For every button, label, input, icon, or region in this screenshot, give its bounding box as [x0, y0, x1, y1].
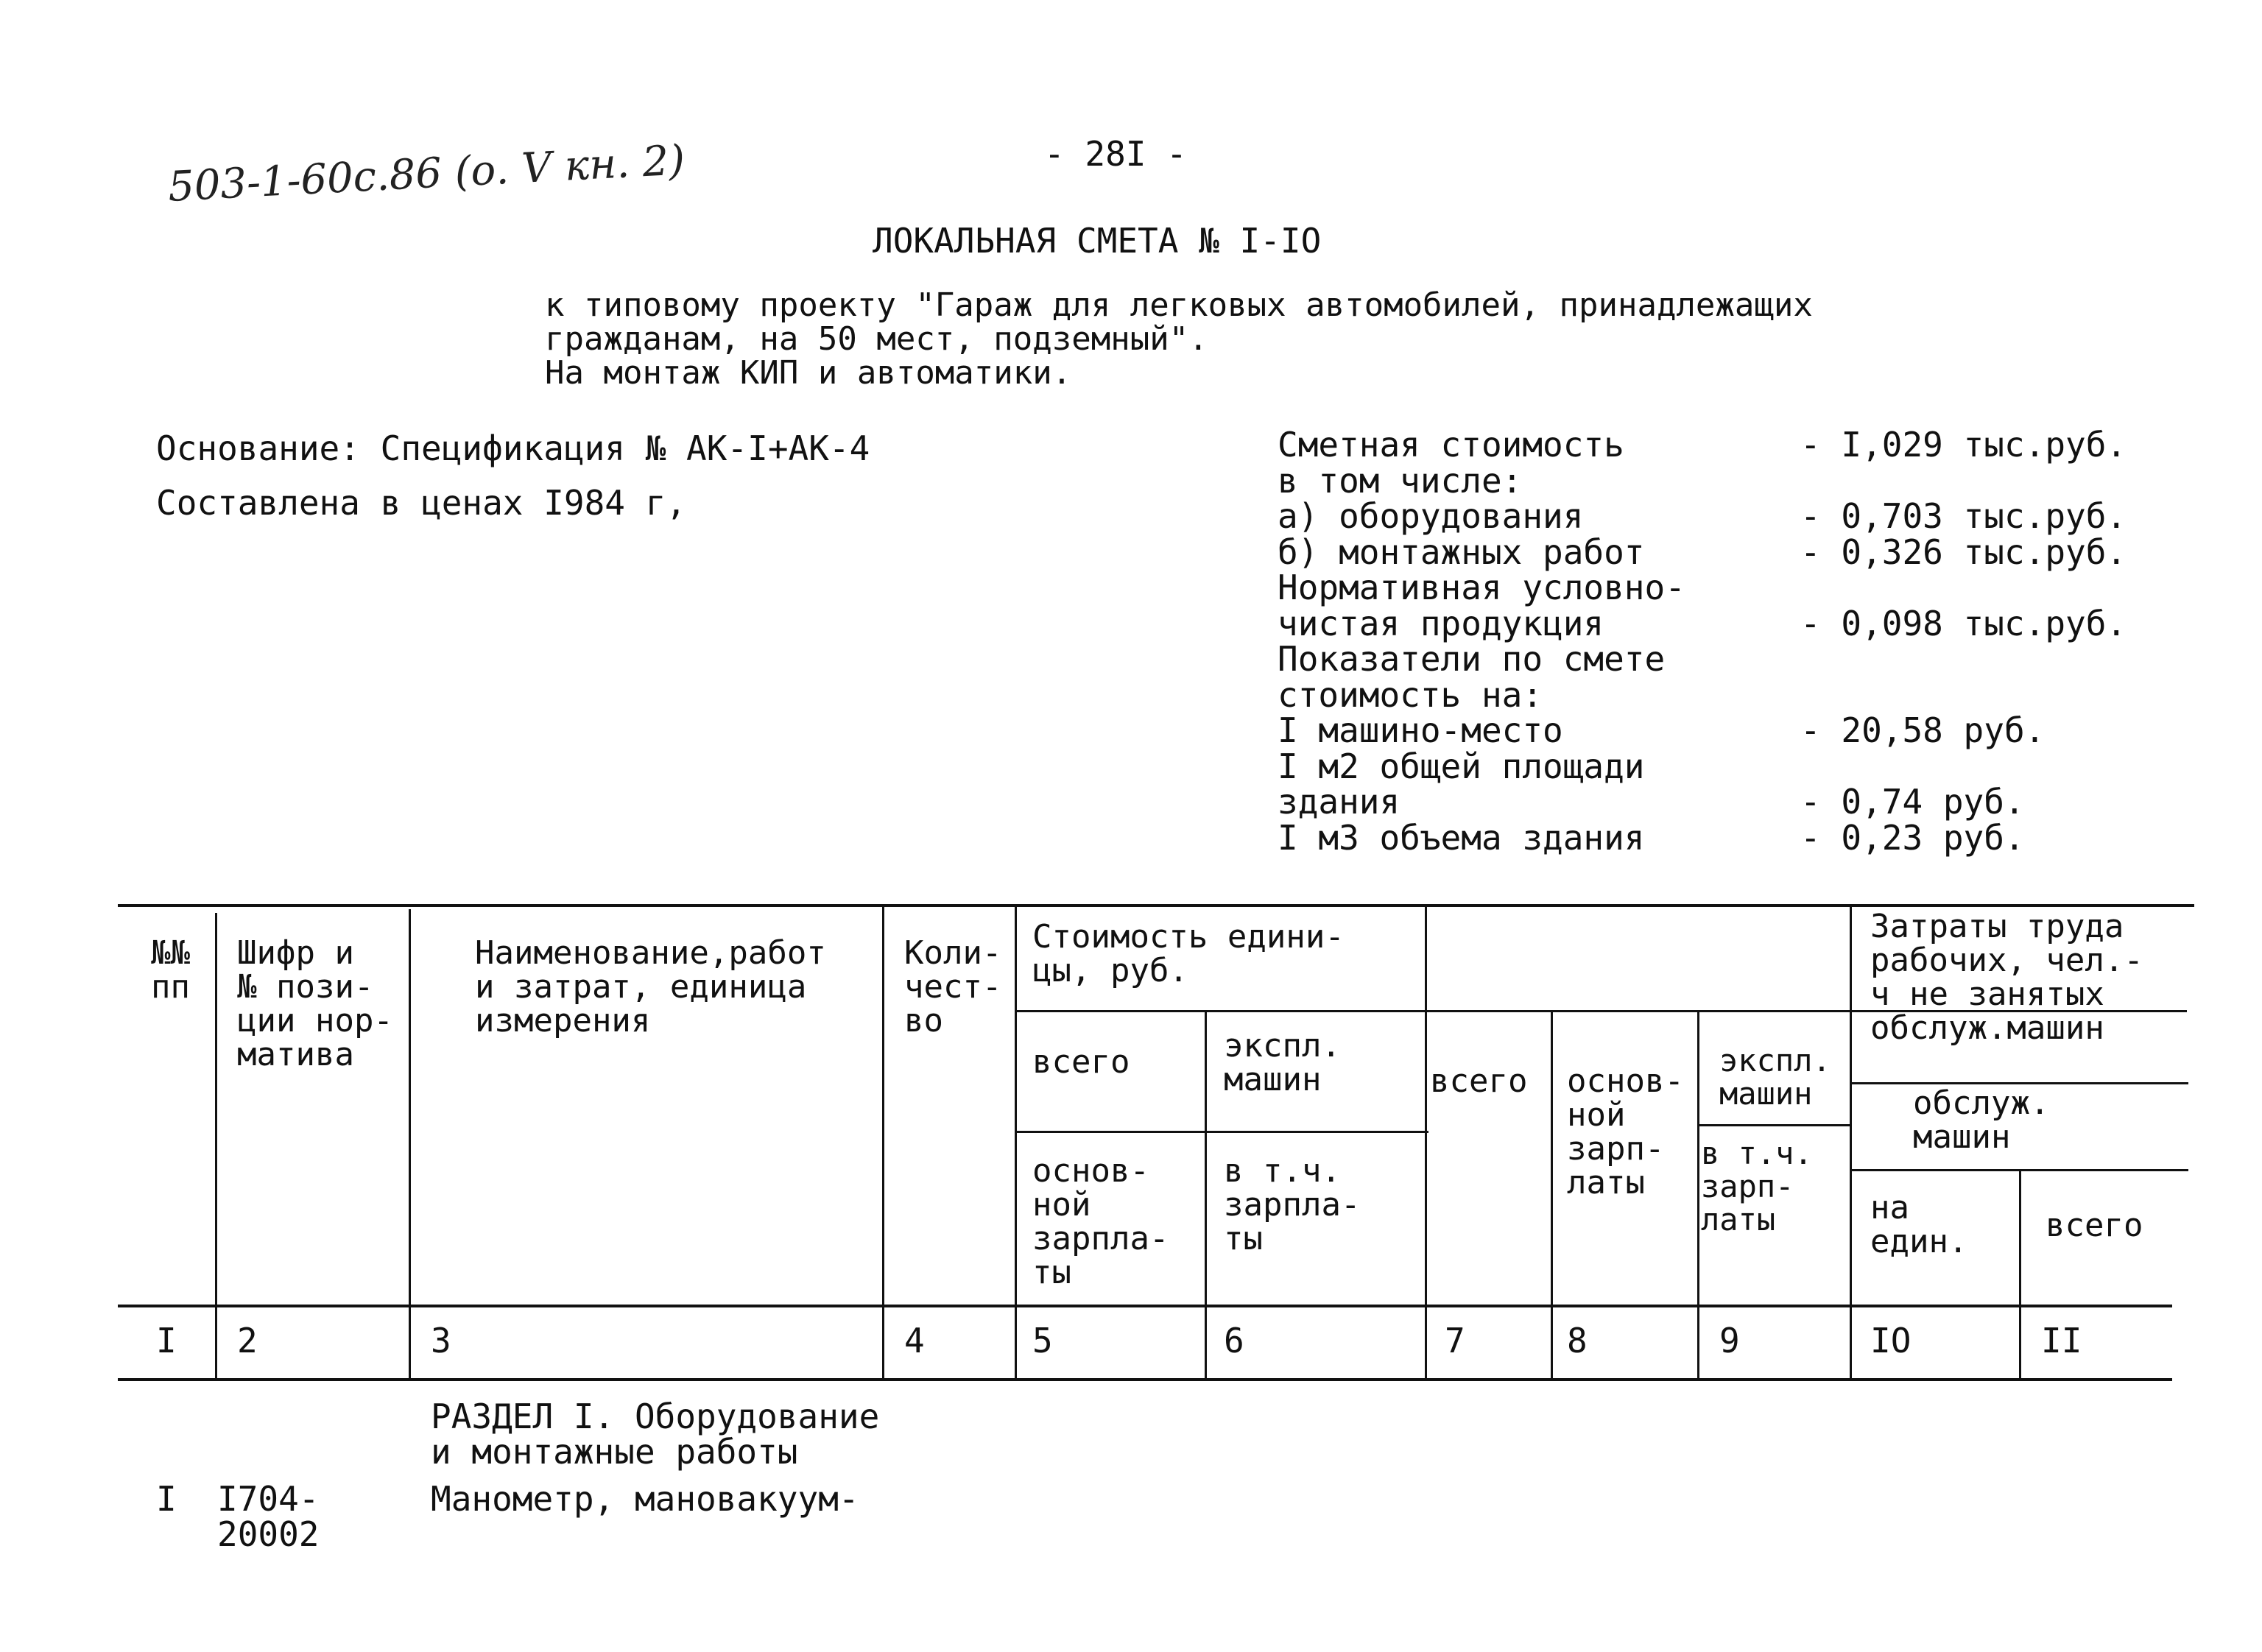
- header-col5-top: [1032, 1045, 1130, 1079]
- table-divider: [1015, 904, 1017, 1378]
- summary-row: [1278, 498, 2183, 534]
- header-text: латы: [1567, 1164, 1645, 1201]
- header-col6-bottom: [1224, 1154, 1360, 1256]
- section-title-line: и монтажные работы: [431, 1432, 798, 1472]
- header-text: ции нор-: [237, 1002, 393, 1039]
- cost-summary: [1278, 425, 2183, 858]
- column-number: 7: [1445, 1321, 1465, 1360]
- header-unit-cost: [1032, 920, 1345, 988]
- header-col3: [475, 936, 826, 1038]
- header-text: измерения: [475, 1002, 651, 1039]
- column-number: 6: [1224, 1321, 1244, 1360]
- subtitle-line: На монтаж КИП и автоматики.: [545, 354, 1072, 392]
- header-text: всего: [2046, 1207, 2143, 1244]
- summary-label: Нормативная условно-: [1278, 568, 1685, 607]
- header-text: всего: [1430, 1062, 1528, 1100]
- summary-row: [1278, 817, 2183, 858]
- header-text: ной: [1032, 1186, 1091, 1224]
- header-text: ч не занятых: [1870, 975, 2104, 1013]
- header-text: № пози-: [237, 968, 374, 1006]
- header-col1: [151, 936, 190, 1004]
- header-text: во: [904, 1002, 943, 1039]
- table-divider: [215, 913, 217, 1378]
- summary-row: [1278, 784, 2183, 820]
- header-text: ты: [1032, 1254, 1071, 1291]
- row-name: Манометр, мановакуум-: [431, 1479, 859, 1519]
- summary-label: стоимость на:: [1278, 674, 1543, 715]
- document-title: ЛОКАЛЬНАЯ СМЕТА № I-IO: [873, 221, 1322, 261]
- page-number: - 28I -: [1044, 134, 1187, 174]
- basis-prices: Составлена в ценах I984 г,: [156, 483, 687, 523]
- subtitle-line: гражданам, на 50 мест, подземный".: [545, 320, 1208, 358]
- column-number: II: [2041, 1321, 2082, 1360]
- basis-spec: Основание: Спецификация № АК-I+АК-4: [156, 428, 870, 468]
- header-col10: [1870, 1191, 1967, 1259]
- row-code-line: 20002: [217, 1514, 320, 1554]
- summary-value: - I,029 тыс.руб.: [1800, 425, 2127, 465]
- header-text: основ-: [1567, 1062, 1684, 1100]
- summary-row: [1278, 674, 2183, 715]
- header-text: пп: [151, 968, 190, 1006]
- table-divider: [2019, 1169, 2021, 1378]
- column-number: IO: [1870, 1321, 1912, 1360]
- header-text: машин: [1719, 1076, 1813, 1112]
- summary-value: - 0,098 тыс.руб.: [1800, 603, 2127, 643]
- summary-row: [1278, 534, 2183, 571]
- header-text: №№: [151, 934, 190, 972]
- document-subtitle: [545, 286, 1813, 392]
- summary-label: I м2 общей площади: [1278, 746, 1645, 786]
- column-number: 8: [1567, 1321, 1588, 1360]
- column-number: 5: [1032, 1321, 1053, 1360]
- summary-label: I м3 объема здания: [1278, 817, 1645, 858]
- header-text: машин: [1913, 1118, 2011, 1156]
- summary-label: чистая продукция: [1278, 603, 1604, 643]
- row-code-line: I704-: [217, 1479, 320, 1519]
- header-text: Наименование,работ: [475, 934, 826, 972]
- header-text: экспл.: [1224, 1027, 1341, 1065]
- section-heading: [431, 1397, 880, 1472]
- header-text: зарпла-: [1032, 1220, 1169, 1257]
- header-text: машин: [1224, 1061, 1322, 1098]
- summary-row: [1278, 746, 2183, 786]
- table-divider: [1850, 904, 1852, 1378]
- header-text: в т.ч.: [1701, 1135, 1813, 1171]
- summary-label: здания: [1278, 782, 1400, 822]
- table-numbers-rule: [118, 1378, 2172, 1381]
- table-rule: [1016, 1131, 1428, 1133]
- header-col2: [237, 936, 393, 1072]
- header-text: и затрат, единица: [475, 968, 807, 1006]
- summary-row: [1278, 641, 2183, 677]
- header-text: обслуж.машин: [1870, 1009, 2104, 1047]
- header-text: един.: [1870, 1223, 1968, 1260]
- handwritten-code: 503-1-60с.86 (о. V кн. 2): [166, 136, 686, 211]
- subtitle-line: к типовому проекту "Гараж для легковых автомобилей, принадлежащих: [545, 286, 1813, 324]
- header-text: экспл.: [1719, 1042, 1831, 1079]
- summary-label: Сметная стоимость: [1278, 425, 1624, 465]
- header-labor-sub: [1913, 1084, 2050, 1156]
- basis-block: [156, 421, 870, 530]
- header-text: матива: [237, 1036, 354, 1073]
- header-text: зарп-: [1701, 1168, 1794, 1204]
- table-divider: [1551, 1010, 1553, 1378]
- table-divider: [1205, 1010, 1207, 1378]
- header-text: Коли-: [904, 934, 1002, 972]
- header-text: латы: [1701, 1201, 1776, 1238]
- summary-label: в том числе:: [1278, 460, 1523, 501]
- summary-value: - 0,23 руб.: [1800, 817, 2025, 858]
- summary-value: - 0,326 тыс.руб.: [1800, 532, 2127, 572]
- header-col6-top: [1224, 1029, 1341, 1097]
- row-number: I: [156, 1479, 177, 1519]
- header-text: чест-: [904, 968, 1002, 1006]
- summary-value: - 0,74 руб.: [1800, 782, 2025, 822]
- table-top-rule: [118, 904, 2194, 907]
- summary-row: [1278, 570, 2183, 606]
- header-text: рабочих, чел.-: [1870, 942, 2143, 979]
- header-text: Шифр и: [237, 934, 354, 972]
- header-text: основ-: [1032, 1152, 1149, 1190]
- table-divider: [1697, 1010, 1699, 1378]
- header-col8: [1567, 1062, 1684, 1201]
- summary-row: [1278, 460, 2183, 501]
- summary-label: б) монтажных работ: [1278, 532, 1645, 572]
- header-text: зарпла-: [1224, 1186, 1361, 1224]
- summary-label: а) оборудования: [1278, 496, 1584, 536]
- header-text: ты: [1224, 1220, 1263, 1257]
- row-code: [217, 1481, 319, 1552]
- column-number: I: [156, 1321, 177, 1360]
- table-rule: [1697, 1124, 1852, 1126]
- column-number: 9: [1719, 1321, 1740, 1360]
- header-col9-bottom: [1701, 1137, 1813, 1236]
- header-col9-top: [1719, 1044, 1831, 1110]
- summary-label: I машино-место: [1278, 710, 1563, 750]
- header-col7: [1430, 1062, 1528, 1100]
- header-text: всего: [1032, 1043, 1130, 1081]
- header-text: зарп-: [1567, 1130, 1665, 1168]
- header-text: на: [1870, 1189, 1909, 1226]
- header-text: Затраты труда: [1870, 908, 2124, 945]
- summary-row: [1278, 603, 2183, 643]
- column-number: 4: [904, 1321, 925, 1360]
- summary-value: - 20,58 руб.: [1800, 710, 2046, 750]
- header-text: ной: [1567, 1096, 1626, 1134]
- header-labor: [1870, 910, 2143, 1045]
- header-col5-bottom: [1032, 1154, 1169, 1290]
- table-divider: [409, 909, 411, 1378]
- summary-row: [1278, 427, 2183, 463]
- summary-value: - 0,703 тыс.руб.: [1800, 496, 2127, 536]
- table-header-rule: [118, 1305, 2172, 1307]
- header-col11: [2046, 1209, 2143, 1243]
- column-number: 3: [431, 1321, 451, 1360]
- header-col4: [904, 936, 1001, 1038]
- header-text: в т.ч.: [1224, 1152, 1341, 1190]
- section-title-line: РАЗДЕЛ I. Оборудование: [431, 1397, 880, 1436]
- table-divider: [1425, 904, 1427, 1378]
- summary-label: Показатели по смете: [1278, 639, 1666, 679]
- header-text: обслуж.: [1913, 1084, 2050, 1122]
- table-divider: [882, 904, 884, 1378]
- summary-row: [1278, 710, 2183, 750]
- header-text: Стоимость едини-: [1032, 918, 1345, 956]
- header-text: цы, руб.: [1032, 952, 1188, 989]
- column-number: 2: [237, 1321, 258, 1360]
